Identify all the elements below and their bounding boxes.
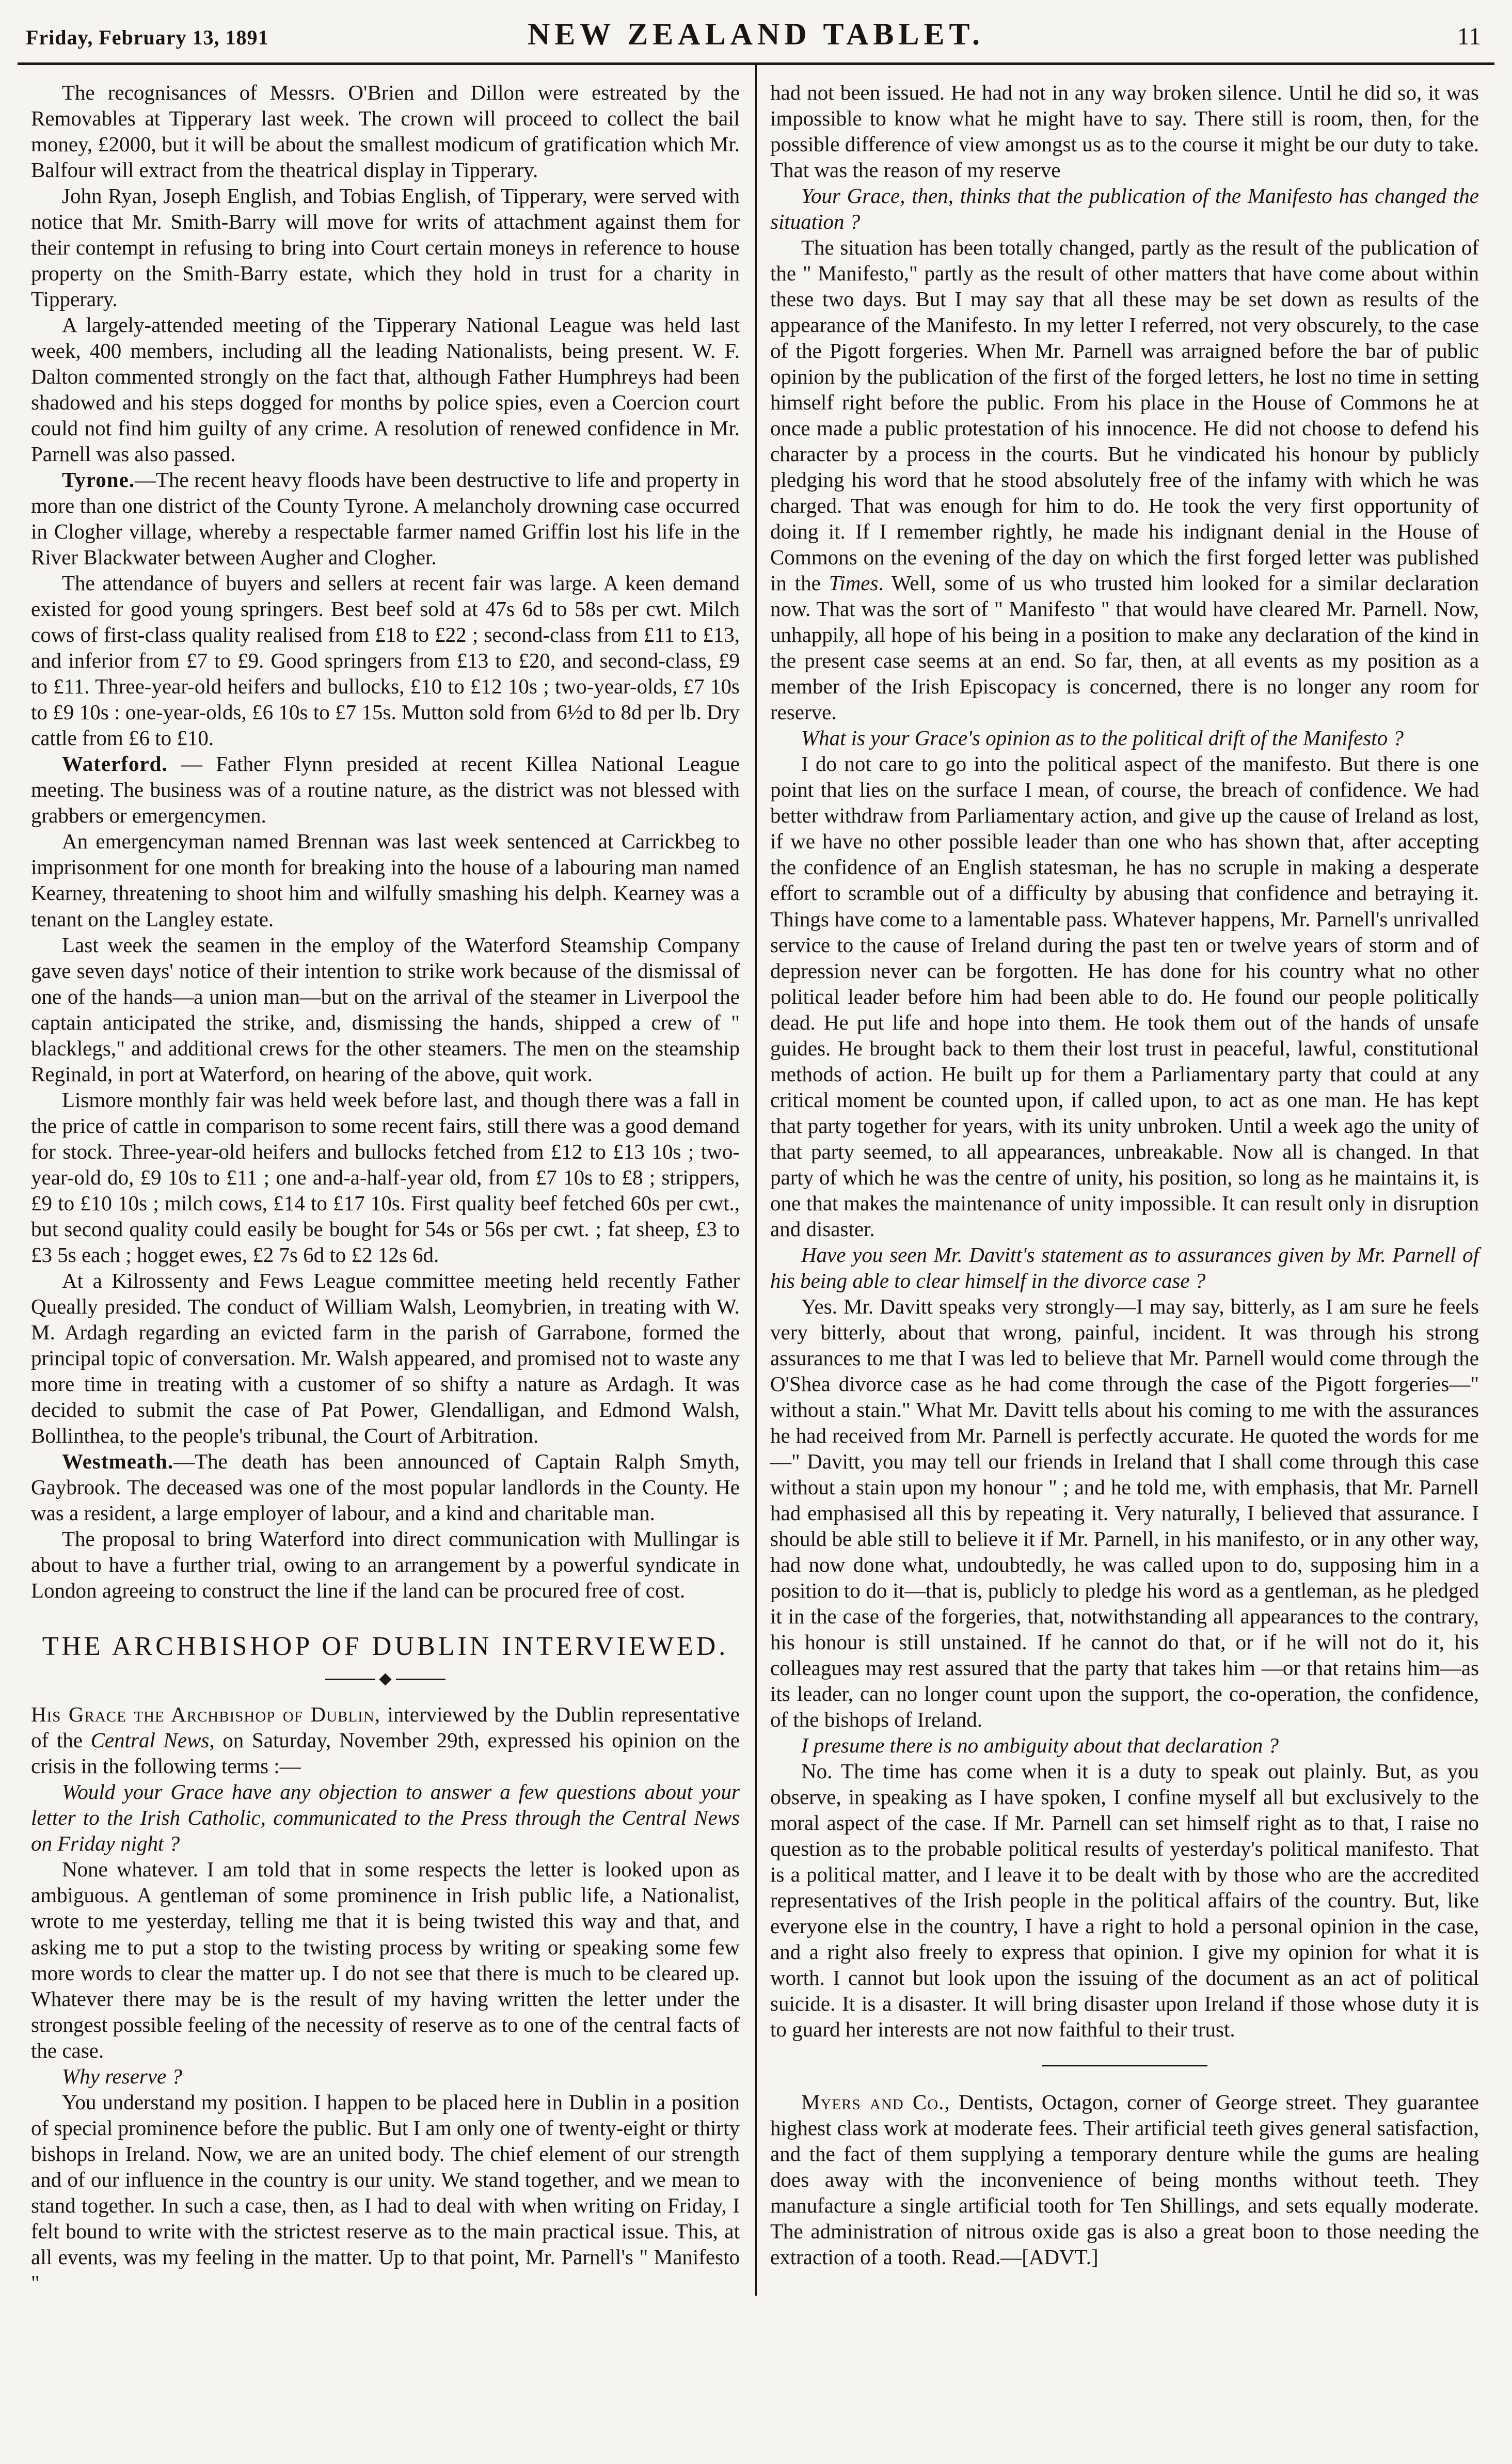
- paragraph: At a Kilrossenty and Fews League committee meeting held recently Father Queally presided. The conduct of William Walsh, Leomybrien, in treating with W. M. Ardagh regarding an evicted farm in the parish of Garrabone, formed the principal topic of conversation. Mr. Walsh appeared, and promised not to waste any more time in treating with a customer of so shifty a nature as Ardagh. It was decided to submit the case of Pat Power, Glendalligan, and Edmond Walsh, Bollinthea, to the people's tribunal, the Court of Arbitration.: [31, 1268, 740, 1447]
- interview-question: What is your Grace's opinion as to the political drift of the Manifesto ?: [801, 726, 1404, 750]
- article-heading-block: [31, 1630, 740, 1684]
- left-column: [18, 65, 757, 2296]
- interview-question: Have you seen Mr. Davitt's statement as to assurances given by Mr. Parnell of his being able to clear himself in the divorce case ?: [770, 1242, 1479, 1292]
- paragraph: I do not care to go into the political aspect of the manifesto. But there is one point that lies on the surface I mean, of course, the breach of confidence. We had better withdraw from Parliamentary action, and give up the cause of Ireland as lost, if we have no other possible leader than one who has shown that, after accepting the confidence of an English statesman, he has no scruple in making a desperate effort to scramble out of a difficulty by abusing that confidence and betraying it. Things have come to a lamentable pass. Whatever happens, Mr. Parnell's unrivalled service to the cause of Ireland during the past ten or twelve years of storm and of depression never can be forgotten. He has done for his country what no other political leader before him had been able to do. He found our people politically dead. He put life and hope into them. He took them out of the hands of unsafe guides. He brought back to them their lost trust in peaceful, lawful, constitutional methods of action. He built up for them a Parliamentary party that could at any critical moment be counted upon, if called upon, to act as one man. He has kept that party together for years, with its unity unbroken. Until a week ago the unity of that party seemed, to all appearances, unbreakable. Now all is changed. In that party of which he was the centre of unity, his position, so long as he maintains it, is one that makes the maintenance of unity impossible. It can result only in disruption and disaster.: [770, 752, 1479, 1241]
- page-number: 11: [1457, 23, 1481, 50]
- italic-text: Times: [829, 571, 879, 595]
- rule-line: [396, 1679, 445, 1680]
- paragraph: A largely-attended meeting of the Tipperary National League was held last week, 400 members, including all the leading Nationalists, being present. W. F. Dalton commented strongly on the fact that, although Father Humphreys had been shadowed and his steps dogged for months by police spies, even a Coercion court could not find him guilty of any crime. A resolution of renewed confidence in Mr. Parnell was also passed.: [31, 313, 740, 466]
- italic-text: Central News: [90, 1728, 210, 1752]
- paragraph-lead: Tyrone.: [62, 468, 135, 492]
- interview-question: Would your Grace have any objection to answer a few questions about your letter to the Irish Catholic, communicated to the Press through the Central News on Friday night ?: [31, 1780, 740, 1856]
- paragraph: The recognisances of Messrs. O'Brien and Dillon were estreated by the Removables at Tipperary last week. The crown will proceed to collect the bail money, £2000, but it will be about the smallest modicum of gratification which Mr. Balfour will extract from the theatrical display in Tipperary.: [31, 81, 740, 182]
- right-column: [757, 65, 1494, 2296]
- paragraph: John Ryan, Joseph English, and Tobias English, of Tipperary, were served with notice that Mr. Smith-Barry will move for writs of attachment against them for their contempt in refusing to bring into Court certain moneys in reference to house property on the Smith-Barry estate, which they hold in trust for a charity in Tipperary.: [31, 184, 740, 311]
- heading-ornament-icon: [31, 1675, 740, 1684]
- interview-question: Your Grace, then, thinks that the publication of the Manifesto has changed the situation ?: [770, 184, 1479, 234]
- rule-line: [325, 1679, 375, 1680]
- paragraph: You understand my position. I happen to be placed here in Dublin in a position of special prominence before the public. But I am only one of twenty-eight or thirty bishops in Ireland. Now, we are an united body. The chief element of our strength and of our influence in the country is our unity. We stand together, and we mean to stand together. In such a case, then, as I had to deal with when writing on Friday, I felt bound to write with the strictest reserve as to the main practical issue. This, at all events, was my feeling in the matter. Up to that point, Mr. Parnell's " Manifesto ": [31, 2090, 740, 2295]
- paragraph: Lismore monthly fair was held week before last, and though there was a fall in the price of cattle in comparison to some recent fairs, still there was a good demand for stock. Three-year-old heifers and bullocks fetched from £12 to £13 10s ; two-year-old do, £9 10s to £11 ; one and-a-half-year old, from £7 10s to £8 ; strippers, £9 to £10 10s ; milch cows, £14 to £17 10s. First quality beef fetched 60s per cwt., but second quality could easily be bought for 54s or 56s per cwt. ; fat sheep, £3 to £3 5s each ; hogget ewes, £2 7s 6d to £2 12s 6d.: [31, 1087, 740, 1267]
- columns-container: [18, 65, 1494, 2296]
- paragraph-lead: Waterford.: [62, 752, 168, 776]
- paragraph: had not been issued. He had not in any way broken silence. Until he did so, it was impossible to know what he might have to say. There still is room, then, for the possible difference of view amongst us as to the course it might be our duty to take. That was the reason of my reserve: [770, 81, 1479, 182]
- paragraph: Myers and Co., Dentists, Octagon, corner of George street. They guarantee highest class work at moderate fees. Their artificial teeth gives general satisfaction, and the fact of them supplying a temporary denture while the gums are healing does away with the inconvenience of being months without teeth. They manufacture a single artificial tooth for Ten Shillings, and sets equally moderate. The administration of nitrous oxide gas is also a great boon to those needing the extraction of a tooth. Read.—[ADVT.]: [770, 2090, 1479, 2269]
- paragraph: Tyrone.—The recent heavy floods have been destructive to life and property in more than one district of the County Tyrone. A melancholy drowning case occurred in Clogher village, whereby a respectable farmer named Griffin lost his life in the River Blackwater between Augher and Clogher.: [31, 468, 740, 570]
- paragraph: The attendance of buyers and sellers at recent fair was large. A keen demand existed for good young springers. Best beef sold at 47s 6d to 58s per cwt. Milch cows of first-class quality realised from £18 to £22 ; second-class from £11 to £13, and inferior from £7 to £9. Good springers from £13 to £20, and second-class, £9 to £11. Three-year-old heifers and bullocks, £10 to £12 10s ; two-year-olds, £7 10s to £9 10s : one-year-olds, £6 10s to £7 15s. Mutton sold from 6½d to 8d per lb. Dry cattle from £6 to £10.: [31, 571, 740, 750]
- paragraph: An emergencyman named Brennan was last week sentenced at Carrickbeg to imprisonment for one month for breaking into the house of a labouring man named Kearney, threatening to shoot him and wilfully smashing his delph. Kearney was a tenant on the Langley estate.: [31, 829, 740, 931]
- paragraph-lead: Westmeath.: [62, 1449, 174, 1473]
- paragraph: Westmeath.—The death has been announced of Captain Ralph Smyth, Gaybrook. The deceased was one of the most popular landlords in the County. He was a resident, a large employer of labour, and a kind and charitable man.: [31, 1449, 740, 1525]
- issue-date: Friday, February 13, 1891: [26, 26, 269, 49]
- paragraph: Yes. Mr. Davitt speaks very strongly—I may say, bitterly, as I am sure he feels very bitterly, about that wrong, painful, incident. It was through his strong assurances to me that I was led to believe that Mr. Parnell would come through the O'Shea divorce case as he had come through the case of the Pigott forgeries—" without a stain." What Mr. Davitt tells about his coming to me with the assurances he had received from Mr. Parnell is perfectly accurate. He quoted the words for me —" Davitt, you may tell our friends in Ireland that I shall come through this case without a stain upon my honour " ; and he told me, with emphasis, that Mr. Parnell had emphasised all this by repeating it. Very naturally, I believed that assurance. I should be able still to believe it if Mr. Parnell, in his manifesto, or in any other way, had now done what, undoubtedly, he was called upon to do, supposing him in a position to do it—that is, publicly to pledge his word as a gentleman, as he pledged it in the case of the forgeries, that, notwithstanding all appearances to the contrary, his honour is still unstained. If he cannot do that, or if he will not do it, his colleagues may rest assured that the party that takes him —or that retains him—as its leader, can no longer count upon the support, the co-operation, the confidence, of the bishops of Ireland.: [770, 1294, 1479, 1731]
- paragraph: The situation has been totally changed, partly as the result of the publication of the " Manifesto," partly as the result of other matters that have come about within these two days. But I may say that all these may be set down as results of the appearance of the Manifesto. In my letter I referred, not very obscurely, to the case of the Pigott forgeries. When Mr. Parnell was arraigned before the bar of public opinion by the publication of the first of the forged letters, he lost no time in setting himself right before the public. From his place in the House of Commons he at once made a public protestation of his innocence. He did not choose to defend his character by a process in the courts. But he vindicated his honour by publicly pledging his word that he stood absolutely free of the infamy with which he was charged. That was enough for him to do. He took the very first opportunity of doing it. If I remember rightly, he made his indignant denial in the House of Commons on the evening of the day on which the first forged letter was published in the Times. Well, some of us who trusted him looked for a similar declaration now. That was the sort of " Manifesto " that would have cleared Mr. Parnell. Now, unhappily, all hope of his being in a position to make any declaration of the kind in the present case seems at an end. So far, then, at all events as my position as a member of the Irish Episcopacy is concerned, there is no longer any room for reserve.: [770, 235, 1479, 724]
- page-header: [18, 12, 1494, 65]
- diamond-ornament-icon: [379, 1673, 391, 1686]
- paragraph-lead: Myers and Co.,: [801, 2090, 950, 2114]
- paragraph: The proposal to bring Waterford into direct communication with Mullingar is about to have a further trial, owing to an arrangement by a powerful syndicate in London agreeing to construct the line if the land can be procured free of cost.: [31, 1526, 740, 1602]
- section-heading: THE ARCHBISHOP OF DUBLIN INTERVIEWED.: [42, 1631, 729, 1661]
- paragraph: Waterford. — Father Flynn presided at recent Killea National League meeting. The business was of a routine nature, as the district was not blessed with grabbers or emergencymen.: [31, 752, 740, 828]
- paragraph: His Grace the Archbishop of Dublin, interviewed by the Dublin representative of the Central News, on Saturday, November 29th, expressed his opinion on the crisis in the following terms :—: [31, 1702, 740, 1778]
- interview-question: Why reserve ?: [62, 2064, 182, 2088]
- paragraph: Last week the seamen in the employ of the Waterford Steamship Company gave seven days' notice of their intention to strike work because of the dismissal of one of the hands—a union man—but on the arrival of the steamer in Liverpool the captain anticipated the strike, and, dismissing the hands, shipped a crew of " blacklegs," and additional crews for the other steamers. The men on the steamship Reginald, in port at Waterford, on hearing of the above, quit work.: [31, 933, 740, 1086]
- paragraph: None whatever. I am told that in some respects the letter is looked upon as ambiguous. A gentleman of some prominence in Irish public life, a Nationalist, wrote to me yesterday, telling me that it is being twisted this way and that, and asking me to put a stop to the twisting process by writing or speaking some few more words to clear the matter up. I do not see that there is much to be cleared up. Whatever there may be is the result of my having written the letter under the strongest possible feeling of the necessity of reserve as to one of the central facts of the case.: [31, 1857, 740, 2062]
- paragraph-lead: His Grace the Archbishop of Dublin,: [31, 1702, 380, 1727]
- interview-question: I presume there is no ambiguity about that declaration ?: [801, 1733, 1279, 1757]
- masthead-title: NEW ZEALAND TABLET.: [527, 17, 985, 51]
- paragraph: No. The time has come when it is a duty to speak out plainly. But, as you observe, in speaking as I have spoken, I confine myself all but exclusively to the moral aspect of the case. If Mr. Parnell can set himself right as to that, I raise no question as to the probable political results of yesterday's political manifesto. That is a political matter, and I leave it to be dealt with by those who are the accredited representatives of the Irish people in the political affairs of the country. But, like everyone else in the country, I have a right to hold a personal opinion in the case, and a right also freely to express that opinion. I give my opinion for what it is worth. I cannot but look upon the issuing of the document as an act of political suicide. It is a disaster. It will bring disaster upon Ireland if those whose duty it is to guard her interests are not now faithful to their trust.: [770, 1759, 1479, 2042]
- separator-rule: [1042, 2065, 1207, 2066]
